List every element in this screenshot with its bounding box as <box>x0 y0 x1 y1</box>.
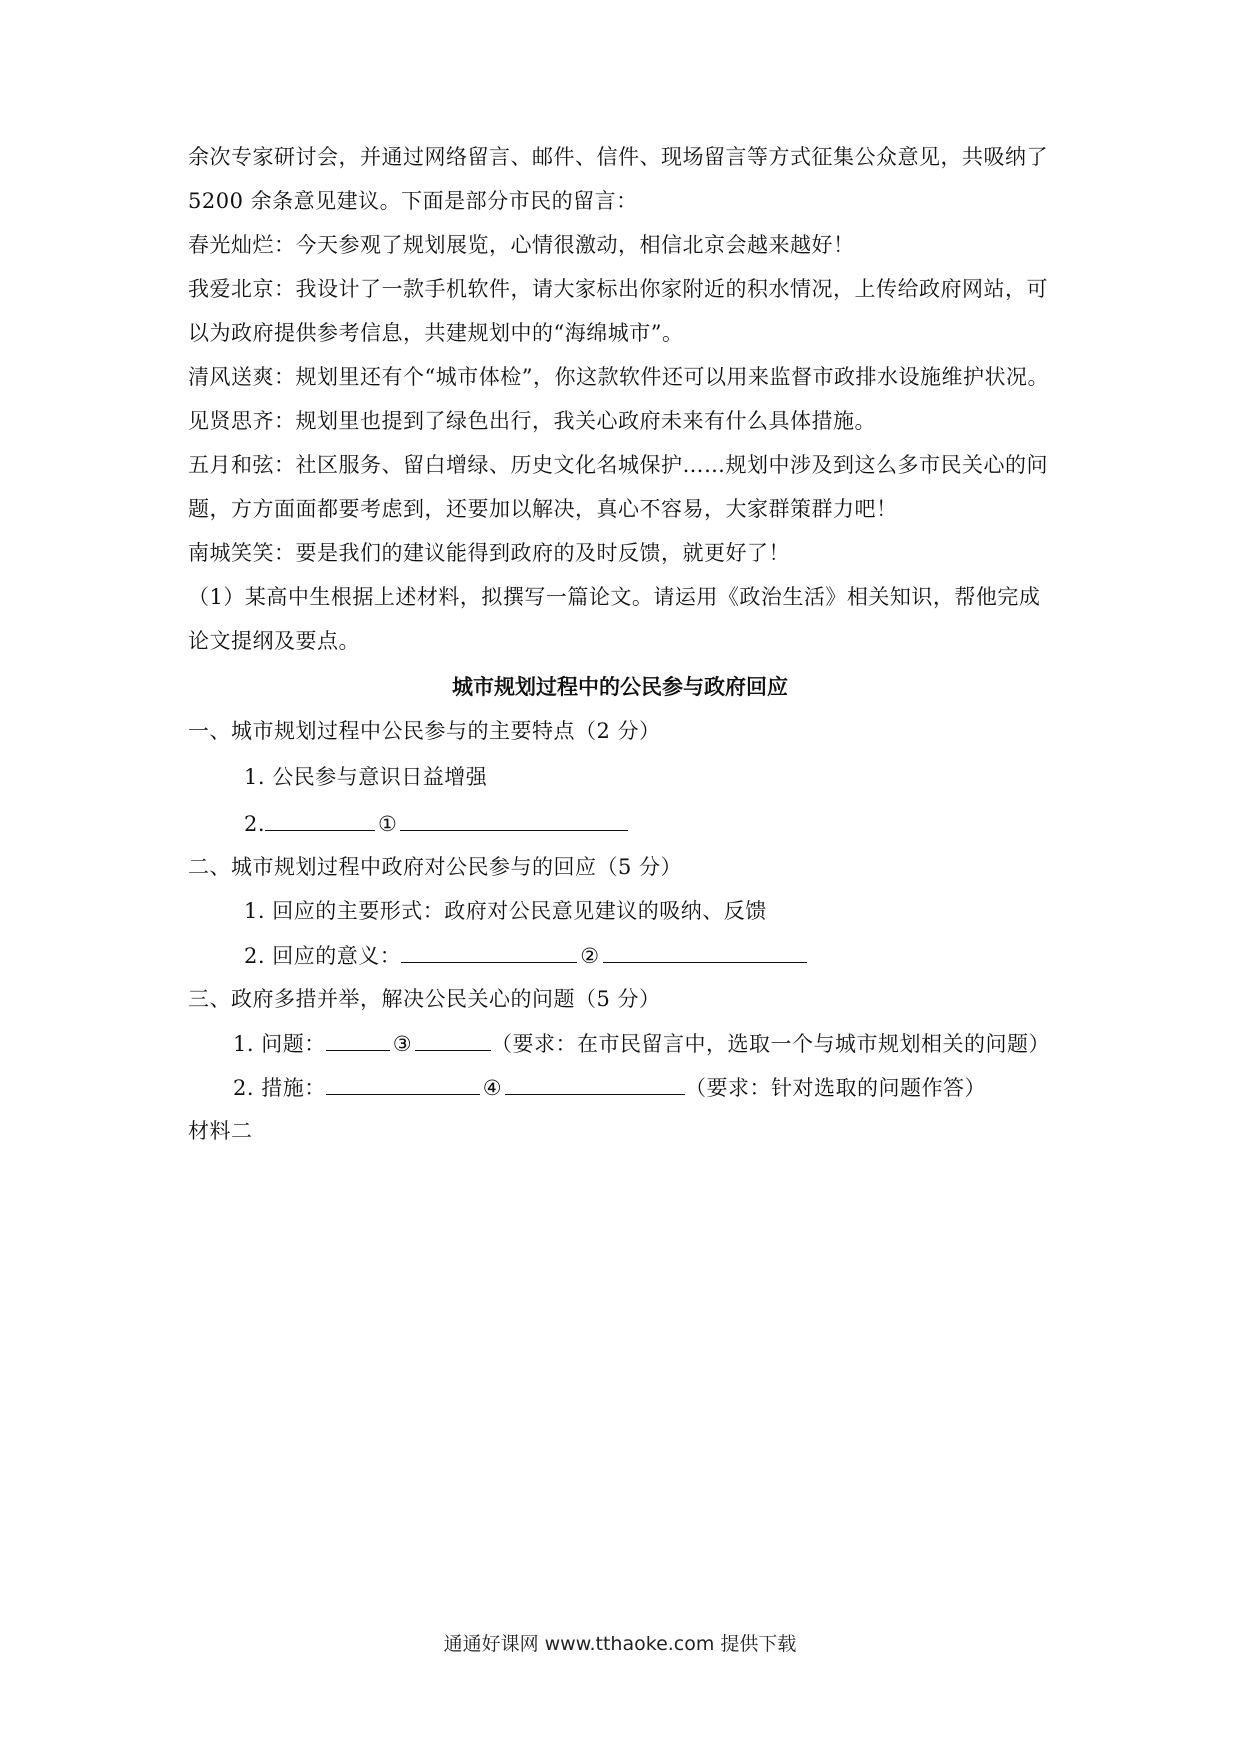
section-heading: 一、城市规划过程中公民参与的主要特点（2 分） <box>188 719 661 743</box>
paragraph-line: 余次专家研讨会，并通过网络留言、邮件、信件、现场留言等方式征集公众意见，共吸纳了 <box>188 145 1048 169</box>
fill-in-line <box>244 940 807 971</box>
answer-marker: ③ <box>392 1032 413 1056</box>
paragraph-line: 以为政府提供参考信息，共建规划中的“海绵城市”。 <box>188 321 684 345</box>
outline-title: 城市规划过程中的公民参与政府回应 <box>452 675 788 699</box>
paragraph-line: 春光灿烂：今天参观了规划展览，心情很激动，相信北京会越来越好！ <box>188 233 855 257</box>
answer-marker: ② <box>580 944 600 968</box>
paragraph-line: 见贤思齐：规划里也提到了绿色出行，我关心政府未来有什么具体措施。 <box>188 409 876 433</box>
item-prefix: 2. 措施： <box>233 1076 326 1100</box>
answer-blank[interactable] <box>415 1028 491 1051</box>
page-footer: 通通好课网 www.tthaoke.com 提供下载 <box>443 1633 797 1655</box>
answer-blank[interactable] <box>326 1028 390 1051</box>
material-label: 材料二 <box>188 1119 253 1143</box>
answer-marker: ④ <box>482 1076 503 1100</box>
paragraph-line: 清风送爽：规划里还有个“城市体检”，你这款软件还可以用来监督市政排水设施维护状况。 <box>188 365 1049 389</box>
answer-blank[interactable] <box>603 940 807 963</box>
fill-in-line <box>233 1028 1050 1059</box>
paragraph-line: 5200 余条意见建议。下面是部分市民的留言： <box>188 189 638 213</box>
question-line: 论文提纲及要点。 <box>188 629 360 653</box>
answer-blank[interactable] <box>400 808 628 831</box>
fill-in-line <box>233 1072 986 1103</box>
item-prefix: 2. <box>244 812 266 836</box>
paragraph-line: 题，方方面面都要考虑到，还要加以解决，真心不容易，大家群策群力吧！ <box>188 497 898 521</box>
section-heading: 二、城市规划过程中政府对公民参与的回应（5 分） <box>188 855 683 879</box>
answer-blank[interactable] <box>265 808 375 831</box>
item-prefix: 2. 回应的意义： <box>244 944 402 968</box>
requirement-note: （要求：在市民留言中，选取一个与城市规划相关的问题） <box>491 1032 1051 1056</box>
answer-marker: ① <box>378 812 398 836</box>
fill-in-line <box>244 808 628 839</box>
outline-item: 1. 公民参与意识日益增强 <box>244 765 488 789</box>
paragraph-line: 南城笑笑：要是我们的建议能得到政府的及时反馈，就更好了！ <box>188 541 790 565</box>
answer-blank[interactable] <box>401 940 577 963</box>
answer-blank[interactable] <box>326 1072 480 1095</box>
paragraph-line: 五月和弦：社区服务、留白增绿、历史文化名城保护……规划中涉及到这么多市民关心的问 <box>188 453 1048 477</box>
section-heading: 三、政府多措并举，解决公民关心的问题（5 分） <box>188 987 661 1011</box>
outline-item: 1. 回应的主要形式：政府对公民意见建议的吸纳、反馈 <box>244 899 767 923</box>
paragraph-line: 我爱北京：我设计了一款手机软件，请大家标出你家附近的积水情况，上传给政府网站，可 <box>188 277 1048 301</box>
requirement-note: （要求：针对选取的问题作答） <box>685 1076 987 1100</box>
answer-blank[interactable] <box>505 1072 685 1095</box>
item-prefix: 1. 问题： <box>233 1032 326 1056</box>
question-line: （1）某高中生根据上述材料，拟撰写一篇论文。请运用《政治生活》相关知识，帮他完成 <box>188 585 1041 609</box>
